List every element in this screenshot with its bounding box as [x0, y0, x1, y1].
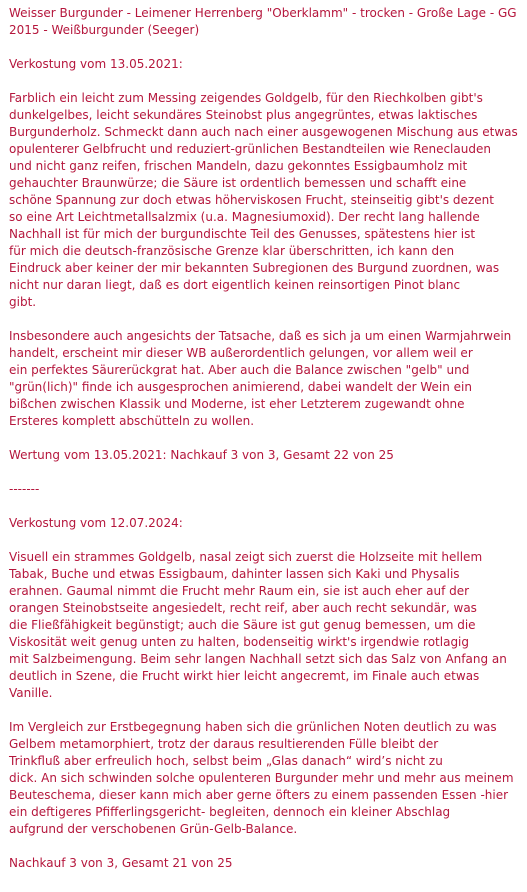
text-line: erahnen. Gaumal nimmt die Frucht mehr Raum ein, sie ist auch eher auf der [9, 584, 470, 598]
tasting-2-paragraph-1 [9, 549, 524, 702]
tasting-note-document [9, 5, 524, 872]
text-line: Im Vergleich zur Erstbegegnung haben sich die grünlichen Noten deutlich zu was [9, 720, 497, 734]
text-line: "grün(lich)" finde ich ausgesprochen animierend, dabei wandelt der Wein ein [9, 380, 472, 394]
text-line: orangen Steinobstseite angesiedelt, recht reif, aber auch recht sekundär, was [9, 601, 477, 615]
wine-title-line: Weisser Burgunder - Leimener Herrenberg "Oberklamm" - trocken - Große Lage - GG [9, 6, 517, 20]
text-line: Burgunderholz. Schmeckt dann auch nach einer ausgewogenen Mischung aus etwas [9, 125, 518, 139]
text-line: und nicht ganz reifen, frischen Mandeln, dazu gekonntes Essigbaumholz mit [9, 159, 468, 173]
tasting-2-paragraph-2 [9, 719, 524, 838]
text-line: Farblich ein leicht zum Messing zeigendes Goldgelb, für den Riechkolben gibt's [9, 91, 483, 105]
text-line: Nachhall ist für mich der burgundischte Teil des Genusses, spätestens hier ist [9, 227, 476, 241]
text-line: Gelbem metamorphiert, trotz der daraus resultierenden Fülle bleibt der [9, 737, 439, 751]
tasting-2-heading: Verkostung vom 12.07.2024: [9, 516, 183, 530]
text-line: deutlich in Szene, die Frucht wirkt hier leicht angecremt, im Finale auch etwas [9, 669, 480, 683]
text-line: bißchen zwischen Klassik und Moderne, ist eher Letzterem zugewandt ohne [9, 397, 465, 411]
text-line: gehauchter Braunwürze; die Säure ist ordentlich bemessen und schafft eine [9, 176, 467, 190]
wine-title [9, 5, 524, 39]
text-line: die Fließfähigkeit begünstigt; auch die Säure ist gut genug bemessen, um die [9, 618, 476, 632]
text-line: aufgrund der verschobenen Grün-Gelb-Balance. [9, 822, 298, 836]
tasting-1-heading: Verkostung vom 13.05.2021: [9, 57, 183, 71]
text-line: Viskosität weit genug unten zu halten, bodenseitig wirkt's irgendwie rotlagig [9, 635, 470, 649]
text-line: Beuteschema, dieser kann mich aber gerne öfters zu einem passenden Essen -hier [9, 788, 509, 802]
text-line: nicht nur daran liegt, daß es dort eigentlich keinen reinsortigen Pinot blanc [9, 278, 461, 292]
text-line: opulenterer Gelbfrucht und reduziert-grünlichen Bestandteilen wie Reneclauden [9, 142, 491, 156]
text-line: Eindruck aber keiner der mir bekannten Subregionen des Burgund zuordnen, was [9, 261, 500, 275]
tasting-1-paragraph-1 [9, 90, 524, 311]
text-line: ein perfektes Säurerückgrat hat. Aber auch die Balance zwischen "gelb" und [9, 363, 470, 377]
text-line: dick. An sich schwinden solche opulenteren Burgunder mehr und mehr aus meinem [9, 771, 514, 785]
text-line: für mich die deutsch-französische Grenze klar überschritten, ich kann den [9, 244, 455, 258]
text-line: Insbesondere auch angesichts der Tatsache, daß es sich ja um einen Warmjahrwein [9, 329, 512, 343]
text-line: Ersteres komplett abschütteln zu wollen. [9, 414, 255, 428]
text-line: so eine Art Leichtmetallsalzmix (u.a. Magnesiumoxid). Der recht lang hallende [9, 210, 480, 224]
tasting-1-paragraph-2 [9, 328, 524, 430]
text-line: mit Salzbeimengung. Beim sehr langen Nachhall setzt sich das Salz von Anfang an [9, 652, 507, 666]
text-line: ein deftigeres Pfifferlingsgericht- begleiten, dennoch ein kleiner Abschlag [9, 805, 451, 819]
tasting-1-rating: Wertung vom 13.05.2021: Nachkauf 3 von 3, Gesamt 22 von 25 [9, 448, 394, 462]
text-line: handelt, erscheint mir dieser WB außerordentlich gelungen, vor allem weil er [9, 346, 473, 360]
text-line: Vanille. [9, 686, 53, 700]
text-line: Visuell ein strammes Goldgelb, nasal zeigt sich zuerst die Holzseite mit hellem [9, 550, 483, 564]
text-line: Trinkfluß aber erfreulich hoch, selbst beim „Glas danach“ wird’s nicht zu [9, 754, 443, 768]
wine-title-line: 2015 - Weißburgunder (Seeger) [9, 23, 200, 37]
text-line: Tabak, Buche und etwas Essigbaum, dahinter lassen sich Kaki und Physalis [9, 567, 460, 581]
text-line: dunkelgelbes, leicht sekundäres Steinobst plus angegrüntes, etwas laktisches [9, 108, 478, 122]
text-line: gibt. [9, 295, 37, 309]
tasting-2-rating: Nachkauf 3 von 3, Gesamt 21 von 25 [9, 856, 233, 870]
text-line: schöne Spannung zur doch etwas höherviskosen Frucht, steinseitig gibt's dezent [9, 193, 494, 207]
section-separator: ------- [9, 482, 40, 496]
